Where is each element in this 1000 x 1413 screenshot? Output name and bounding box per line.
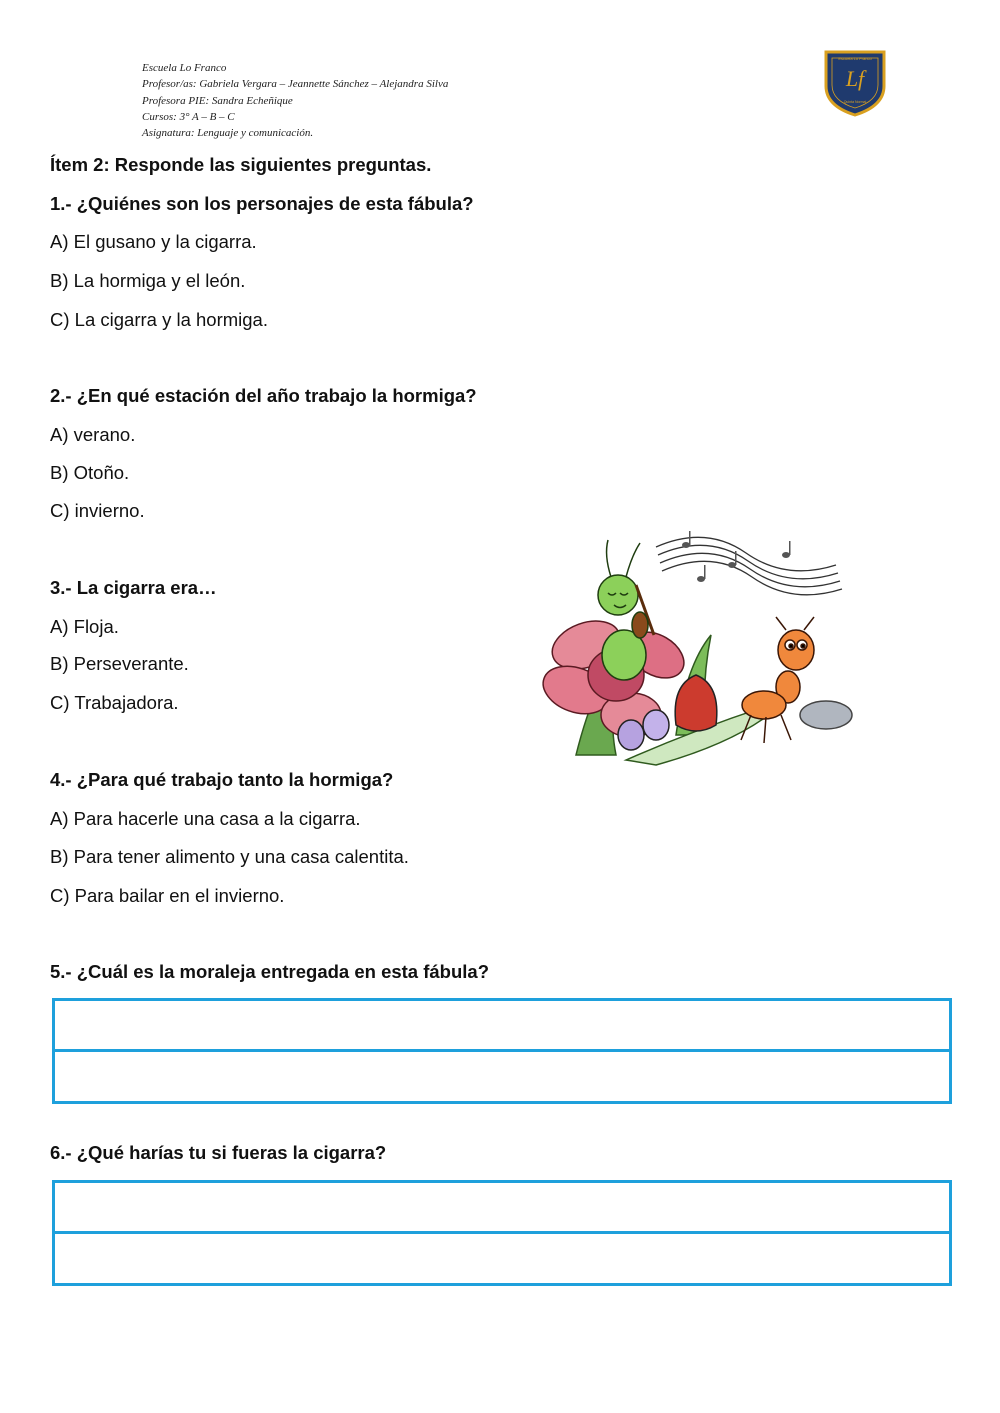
logo-ring-bottom: Quinta Normal [843,100,867,104]
q1-option-b[interactable]: B) La hormiga y el león. [50,270,246,291]
cricket-icon [598,540,654,680]
question-5: 5.- ¿Cuál es la moraleja entregada en esta fábula? [50,961,490,982]
school-name: Escuela Lo Franco [142,62,227,74]
q6-answer-line-1[interactable] [55,1183,949,1234]
school-logo [822,48,888,118]
q2-option-c[interactable]: C) invierno. [50,500,145,521]
question-2: 2.- ¿En qué estación del año trabajo la hormiga? [50,385,477,406]
teachers-line: Profesor/as: Gabriela Vergara – Jeannette Sánchez – Alejandra Silva [142,78,449,91]
logo-ring-top: Escuela Lo Franco [838,56,872,61]
subject-line: Asignatura: Lenguaje y comunicación. [142,127,314,140]
q2-option-a[interactable]: A) verano. [50,424,136,445]
q5-answer-box [52,998,952,1104]
q4-option-c[interactable]: C) Para bailar en el invierno. [50,885,285,906]
cricket-and-ant-illustration [536,525,856,787]
question-6: 6.- ¿Qué harías tu si fueras la cigarra? [50,1142,387,1163]
q3-option-b[interactable]: B) Perseverante. [50,653,189,674]
rock-icon [800,701,852,729]
q4-option-a[interactable]: A) Para hacerle una casa a la cigarra. [50,808,361,829]
question-4: 4.- ¿Para qué trabajo tanto la hormiga? [50,769,394,790]
q6-answer-box [52,1180,952,1286]
q2-option-b[interactable]: B) Otoño. [50,462,130,483]
question-3: 3.- La cigarra era… [50,577,217,598]
logo-monogram: Lf [845,66,865,91]
q1-option-c[interactable]: C) La cigarra y la hormiga. [50,309,268,330]
q6-answer-line-2[interactable] [55,1234,949,1283]
question-1: 1.- ¿Quiénes son los personajes de esta fábula? [50,193,474,214]
item-title: Ítem 2: Responde las siguientes preguntas. [50,154,432,175]
pie-teacher-line: Profesora PIE: Sandra Echeñique [142,94,293,107]
q3-option-a[interactable]: A) Floja. [50,616,119,637]
q1-option-a[interactable]: A) El gusano y la cigarra. [50,231,257,252]
document-header [142,60,448,141]
q5-answer-line-1[interactable] [55,1001,949,1052]
q4-option-b[interactable]: B) Para tener alimento y una casa calentita. [50,846,409,867]
q5-answer-line-2[interactable] [55,1052,949,1101]
q3-option-c[interactable]: C) Trabajadora. [50,692,179,713]
courses-line: Cursos: 3° A – B – C [142,110,235,123]
